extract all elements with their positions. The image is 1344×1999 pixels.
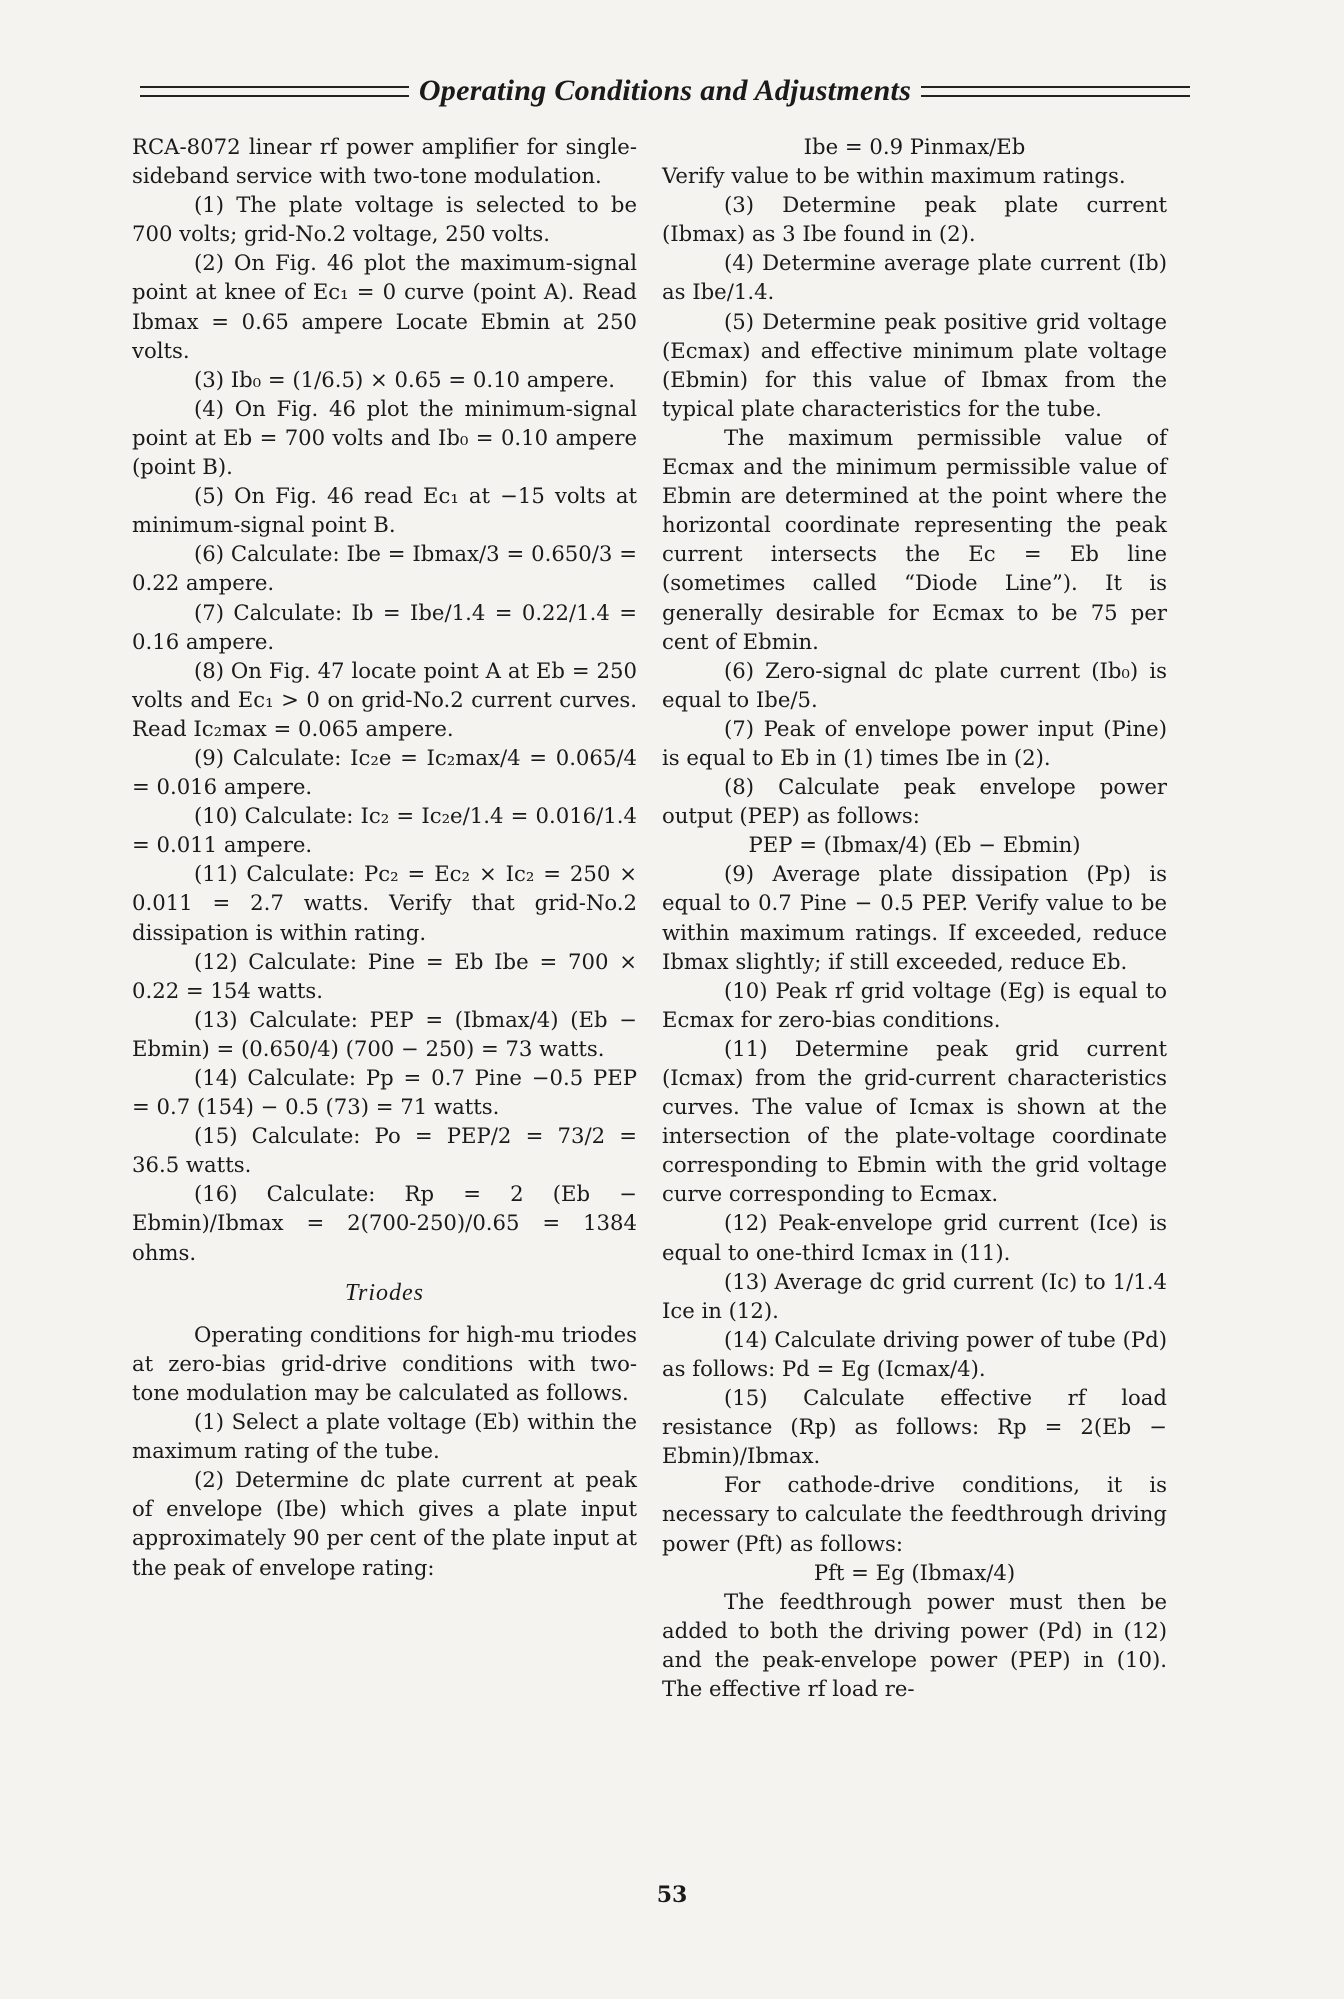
paragraph: (4) On Fig. 46 plot the minimum-signal point at Eb = 700 volts and Ib₀ = 0.10 ampere (point B). — [132, 395, 637, 480]
paragraph: (10) Peak rf grid voltage (Eg) is equal to Ecmax for zero-bias conditions. — [662, 977, 1167, 1032]
paragraph: (12) Peak-envelope grid current (Ice) is equal to one-third Icmax in (11). — [662, 1210, 1167, 1265]
paragraph: (3) Determine peak plate current (Ibmax) as 3 Ibe found in (2). — [662, 192, 1167, 247]
paragraph: (10) Calculate: Ic₂ = Ic₂e/1.4 = 0.016/1.4 = 0.011 ampere. — [132, 803, 637, 858]
paragraph: The maximum permissible value of Ecmax and the minimum permissible value of Ebmin are determined at the point where the horizontal coordinate representing the peak current intersects the Ec = Eb line (sometimes called “Diode Line”). It is generally desirable for Ecmax to be 75 per cent of Ebmin. — [662, 424, 1167, 654]
paragraph: (14) Calculate: Pp = 0.7 Pine −0.5 PEP = 0.7 (154) − 0.5 (73) = 71 watts. — [132, 1065, 637, 1120]
paragraph: The feedthrough power must then be added to both the driving power (Pd) in (12) and the peak-envelope power (PEP) in (10). The effective rf load re- — [662, 1588, 1167, 1701]
paragraph: For cathode-drive conditions, it is necessary to calculate the feedthrough driving power (Pft) as follows: — [662, 1472, 1167, 1556]
paragraph: (7) Calculate: Ib = Ibe/1.4 = 0.22/1.4 = 0.16 ampere. — [132, 599, 637, 654]
paragraph: (5) Determine peak positive grid voltage (Ecmax) and effective minimum plate voltage (Ebmin) for this value of Ibmax from the typical plate characteristics for the tube. — [662, 308, 1167, 421]
paragraph: RCA-8072 linear rf power amplifier for single-sideband service with two-tone modulation. — [132, 134, 637, 189]
formula: Pft = Eg (Ibmax/4) — [813, 1559, 1016, 1585]
paragraph: (6) Calculate: Ibe = Ibmax/3 = 0.650/3 = 0.22 ampere. — [132, 541, 637, 596]
paragraph: (5) On Fig. 46 read Ec₁ at −15 volts at minimum-signal point B. — [132, 483, 637, 538]
paragraph: (9) Calculate: Ic₂e = Ic₂max/4 = 0.065/4 = 0.016 ampere. — [132, 744, 637, 800]
paragraph: (8) Calculate peak envelope power output (PEP) as follows: — [662, 774, 1167, 829]
formula: Ibe = 0.9 Pinmax/Eb — [803, 134, 1026, 159]
running-header — [140, 66, 1190, 116]
paragraph: (11) Determine peak grid current (Icmax) from the grid-current characteristics curves. The value of Icmax is shown at the intersection of the plate-voltage coordinate corresponding to Ebmin with the grid voltage curve corresponding to Ecmax. — [662, 1035, 1167, 1207]
section-heading: Triodes — [344, 1279, 425, 1306]
paragraph: (7) Peak of envelope power input (Pine) is equal to Eb in (1) times Ibe in (2). — [662, 715, 1167, 770]
formula: PEP = (Ibmax/4) (Eb − Ebmin) — [748, 832, 1081, 858]
header-rule-left — [140, 86, 409, 97]
paragraph: (11) Calculate: Pc₂ = Ec₂ × Ic₂ = 250 × 0.011 = 2.7 watts. Verify that grid-No.2 dissipation is within rating. — [132, 861, 637, 945]
paragraph: (13) Average dc grid current (Ic) to 1/1.4 Ice in (12). — [662, 1268, 1167, 1323]
paragraph: (15) Calculate effective rf load resistance (Rp) as follows: Rp = 2(Eb − Ebmin)/Ibmax. — [662, 1385, 1167, 1469]
paragraph: (1) The plate voltage is selected to be 700 volts; grid-No.2 voltage, 250 volts. — [132, 192, 637, 247]
paragraph: (1) Select a plate voltage (Eb) within the maximum rating of the tube. — [132, 1409, 637, 1464]
paragraph: (6) Zero-signal dc plate current (Ib₀) is equal to Ibe/5. — [662, 657, 1167, 712]
paragraph: Operating conditions for high-mu triodes at zero-bias grid-drive conditions with two-tone modulation may be calculated as follows. — [132, 1321, 637, 1405]
paragraph: Verify value to be within maximum ratings. — [662, 163, 1126, 189]
paragraph: (2) Determine dc plate current at peak of envelope (Ibe) which gives a plate input approximately 90 per cent of the plate input at the peak of envelope rating: — [132, 1467, 637, 1580]
paragraph: (8) On Fig. 47 locate point A at Eb = 250 volts and Ec₁ > 0 on grid-No.2 current curves. Read Ic₂max = 0.065 ampere. — [132, 657, 637, 741]
paragraph: (15) Calculate: Po = PEP/2 = 73/2 = 36.5 watts. — [132, 1123, 637, 1178]
left-column — [132, 132, 637, 1582]
page-title: Operating Conditions and Adjustments — [418, 74, 912, 107]
paragraph: (14) Calculate driving power of tube (Pd) as follows: Pd = Eg (Icmax/4). — [662, 1326, 1167, 1381]
paragraph: (2) On Fig. 46 plot the maximum-signal point at knee of Ec₁ = 0 curve (point A). Read Ibmax = 0.65 ampere Locate Ebmin at 250 volts. — [132, 250, 637, 363]
paragraph: (3) Ib₀ = (1/6.5) × 0.65 = 0.10 ampere. — [194, 366, 615, 392]
paragraph: (12) Calculate: Pine = Eb Ibe = 700 × 0.22 = 154 watts. — [132, 948, 637, 1003]
paragraph: (16) Calculate: Rp = 2 (Eb − Ebmin)/Ibmax = 2(700-250)/0.65 = 1384 ohms. — [132, 1181, 637, 1265]
paragraph: (13) Calculate: PEP = (Ibmax/4) (Eb − Ebmin) = (0.650/4) (700 − 250) = 73 watts. — [132, 1006, 637, 1061]
header-rule-right — [921, 86, 1190, 97]
paragraph: (4) Determine average plate current (Ib) as Ibe/1.4. — [662, 250, 1167, 305]
right-column — [662, 132, 1167, 1703]
page-number: 53 — [656, 1882, 688, 1908]
paragraph: (9) Average plate dissipation (Pp) is equal to 0.7 Pine − 0.5 PEP. Verify value to be within maximum ratings. If exceeded, reduce Ibmax slightly; if still exceeded, reduce Eb. — [662, 861, 1167, 974]
